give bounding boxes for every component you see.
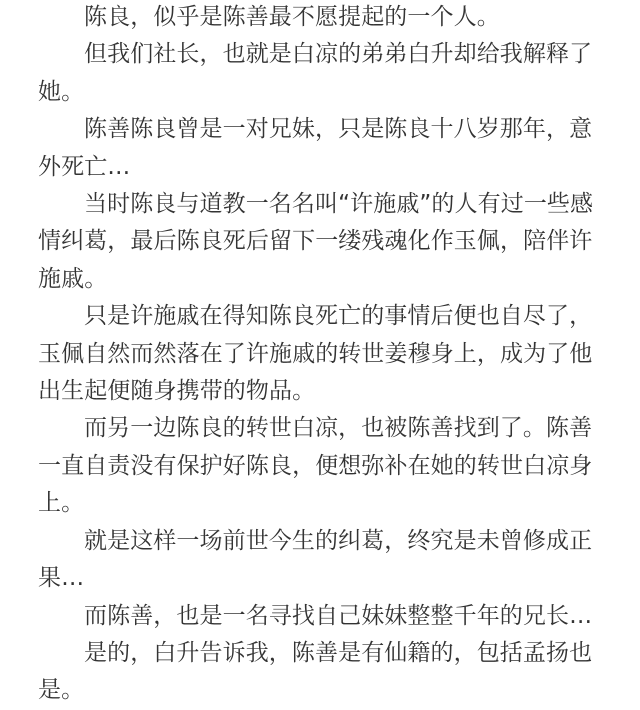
paragraph-7: 就是这样一场前世今生的纠葛，终究是未曾修成正果…: [38, 527, 593, 592]
paragraph-6: 而另一边陈良的转世白凉，也被陈善找到了。陈善一直自责没有保护好陈良，便想弥补在她的转世白凉身上。: [38, 415, 593, 517]
paragraph-9: 是的，白升告诉我，陈善是有仙籍的，包括孟扬也是。: [38, 639, 593, 704]
paragraph-8: 而陈善，也是一名寻找自己妹妹整整千年的兄长…: [84, 602, 593, 629]
paragraph-5: 只是许施戚在得知陈良死亡的事情后便也自尽了，玉佩自然而然落在了许施戚的转世姜穆身上，成为了他出生起便随身携带的物品。: [38, 303, 593, 405]
paragraph-4: 当时陈良与道教一名名叫“许施戚”的人有过一些感情纠葛，最后陈良死后留下一缕残魂化作玉佩，陪伴许施戚。: [38, 191, 594, 292]
paragraph-2: 但我们社长，也就是白凉的弟弟白升却给我解释了她。: [38, 41, 593, 105]
paragraph-1: 陈良，似乎是陈善最不愿提起的一个人。: [84, 4, 500, 30]
paragraph-3: 陈善陈良曾是一对兄妹，只是陈良十八岁那年，意外死亡…: [38, 116, 593, 180]
